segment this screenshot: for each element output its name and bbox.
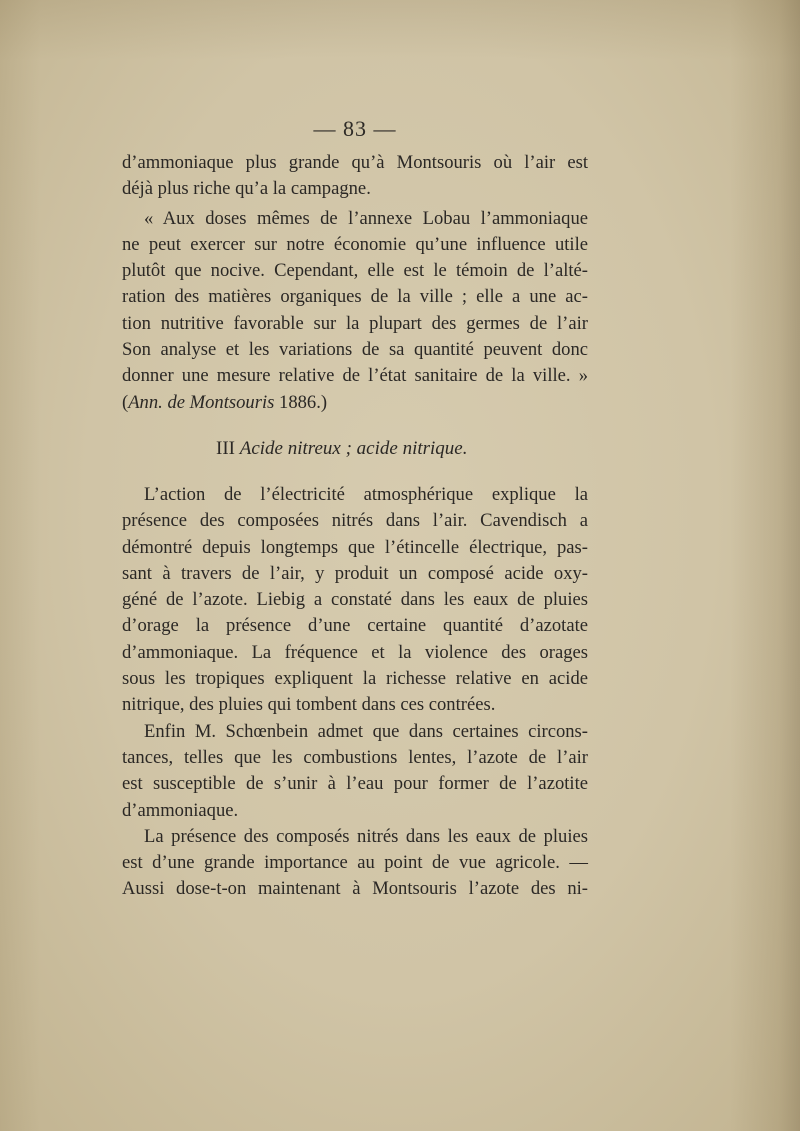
text-line: sant à travers de l’air, y produit un composé acide oxy- (122, 562, 588, 584)
text-line: démontré depuis longtemps que l’étincelle électrique, pas- (122, 536, 588, 558)
text-line: Aussi dose-t-on maintenant à Montsouris l’azote des ni- (122, 878, 588, 900)
section-gap (122, 416, 588, 436)
text-line: d’ammoniaque. La fréquence et la violence des orages (122, 641, 588, 663)
page-shadow-top (0, 0, 800, 60)
text-line: « Aux doses mêmes de l’annexe Lobau l’ammoniaque (144, 207, 588, 229)
text-line: présence des composées nitrés dans l’air. Cavendisch a (122, 510, 588, 532)
text-line: nitrique, des pluies qui tombent dans ces contrées. (122, 694, 496, 716)
text-line: géné de l’azote. Liebig a constaté dans les eaux de pluies (122, 589, 588, 611)
citation-year: 1886.) (274, 391, 328, 413)
page-number: — 83 — (313, 116, 397, 141)
text-line: déjà plus riche qu’a la campagne. (122, 178, 371, 200)
text-line: d’orage la présence d’une certaine quantité d’azotate (122, 615, 588, 637)
section-gap (122, 462, 588, 482)
citation-title: Ann. de Montsouris (128, 391, 275, 413)
text-line: L’action de l’électricité atmosphérique explique la (144, 483, 588, 505)
text-line: ration des matières organiques de la ville ; elle a une ac- (122, 286, 588, 308)
citation-open: ( (122, 391, 129, 413)
text-line: donner une mesure relative de l’état sanitaire de la ville. » (122, 365, 588, 387)
page-shadow-left (0, 0, 40, 1131)
citation (122, 390, 588, 416)
body-text (122, 150, 588, 903)
text-line: Enfin M. Schœnbein admet que dans certaines circons- (144, 720, 588, 742)
section-heading (122, 436, 588, 462)
section-number: III (216, 437, 240, 459)
text-line: est d’une grande importance au point de vue agricole. — (122, 852, 588, 874)
text-line: tion nutritive favorable sur la plupart des germes de l’air (122, 312, 588, 334)
text-line: ne peut exercer sur notre économie qu’une influence utile (122, 233, 588, 255)
text-line: La présence des composés nitrés dans les eaux de pluies (144, 825, 588, 847)
text-line: d’ammoniaque plus grande qu’à Montsouris où l’air est (122, 152, 588, 173)
section-title: Acide nitreux ; acide nitrique. (239, 437, 468, 459)
text-line: est susceptible de s’unir à l’eau pour former de l’azotite (122, 773, 588, 795)
page-shadow-right (730, 0, 800, 1131)
text-line: sous les tropiques expliquent la richesse relative en acide (122, 668, 588, 690)
text-line: d’ammoniaque. (122, 799, 239, 821)
text-line: plutôt que nocive. Cependant, elle est le témoin de l’alté- (122, 260, 588, 282)
text-line: tances, telles que les combustions lentes, l’azote de l’air (122, 746, 588, 768)
text-line: Son analyse et les variations de sa quantité peuvent donc (122, 339, 588, 361)
